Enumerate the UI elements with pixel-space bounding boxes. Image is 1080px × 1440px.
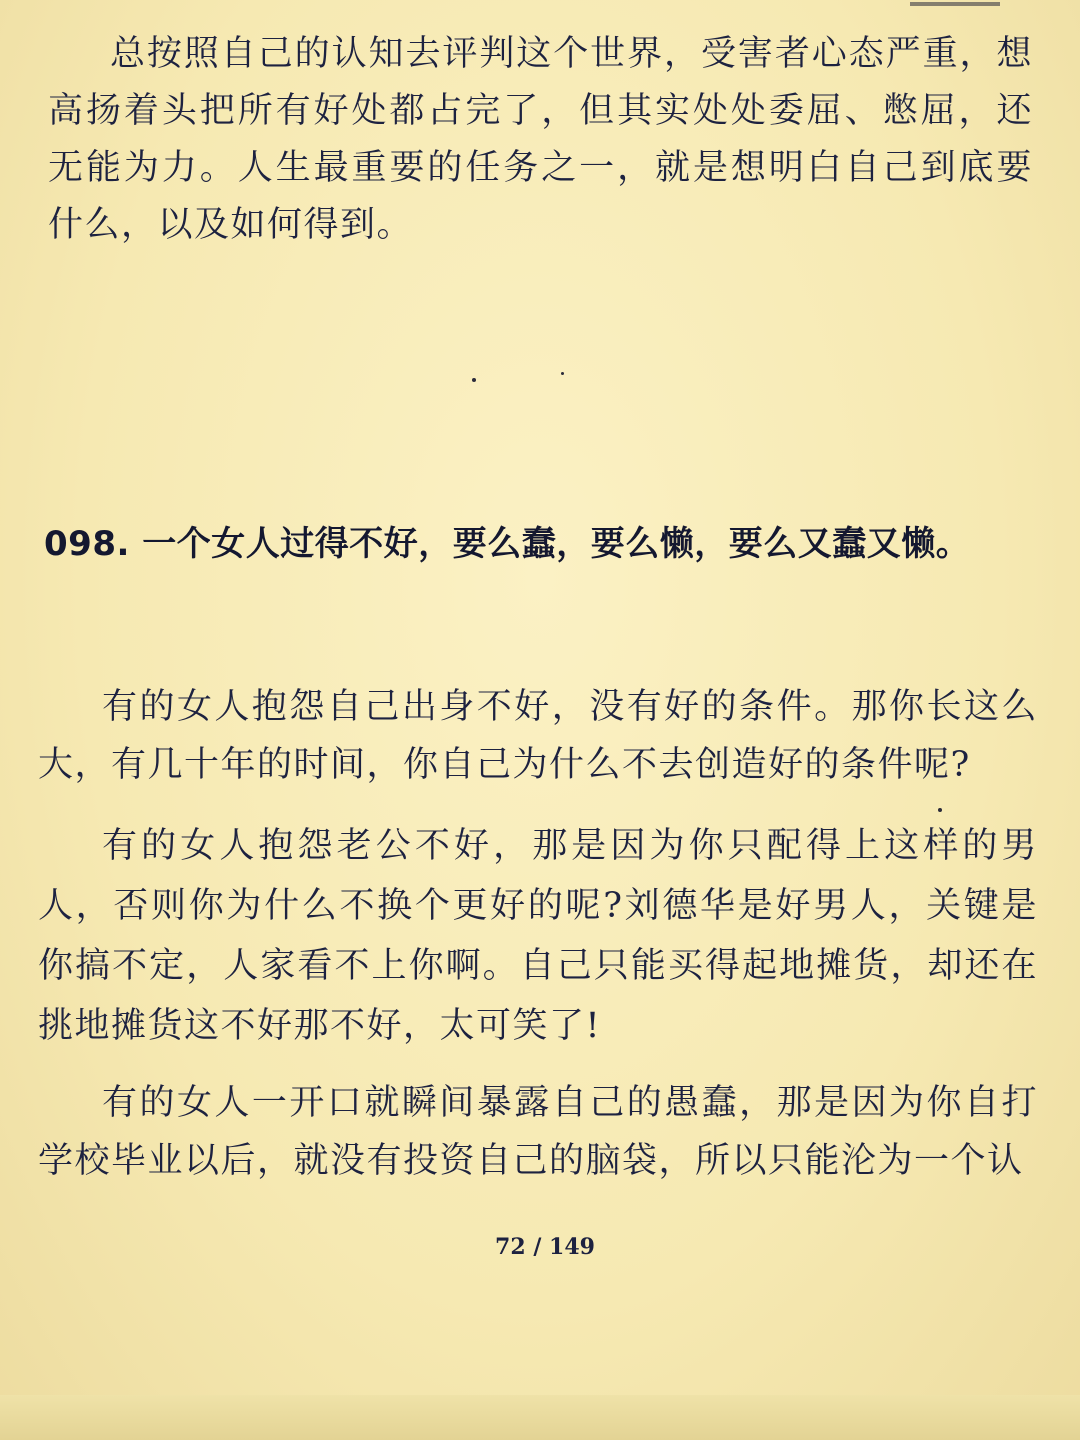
speck	[472, 378, 476, 382]
cut-off-text-fragment	[910, 0, 1000, 6]
paragraph-4: 有的女人一开口就瞬间暴露自己的愚蠢，那是因为你自打学校毕业以后，就没有投资自己的脑袋，所以只能沦为一个认	[38, 1083, 1038, 1181]
paragraph-1: 总按照自己的认知去评判这个世界，受害者心态严重，想高扬着头把所有好处都占完了，但其实处处委屈、憋屈，还无能为力。人生最重要的任务之一，就是想明白自己到底要什么，以及如何得到。	[48, 34, 1033, 245]
paragraph-2: 有的女人抱怨自己出身不好，没有好的条件。那你长这么大，有几十年的时间，你自己为什么不去创造好的条件呢?	[38, 687, 1038, 785]
page-bottom-shade	[0, 1395, 1080, 1440]
paragraph-3: 有的女人抱怨老公不好，那是因为你只配得上这样的男人，否则你为什么不换个更好的呢?刘德华是好男人，关键是你搞不定，人家看不上你啊。自己只能买得起地摊货，却还在挑地摊货这不好那不好，太可笑了!	[38, 826, 1038, 1046]
section-heading: 098. 一个女人过得不好，要么蠢，要么懒，要么又蠢又懒。	[44, 524, 971, 564]
speck	[561, 372, 564, 375]
page-number: 72 / 149	[495, 1234, 595, 1260]
speck	[938, 808, 942, 812]
